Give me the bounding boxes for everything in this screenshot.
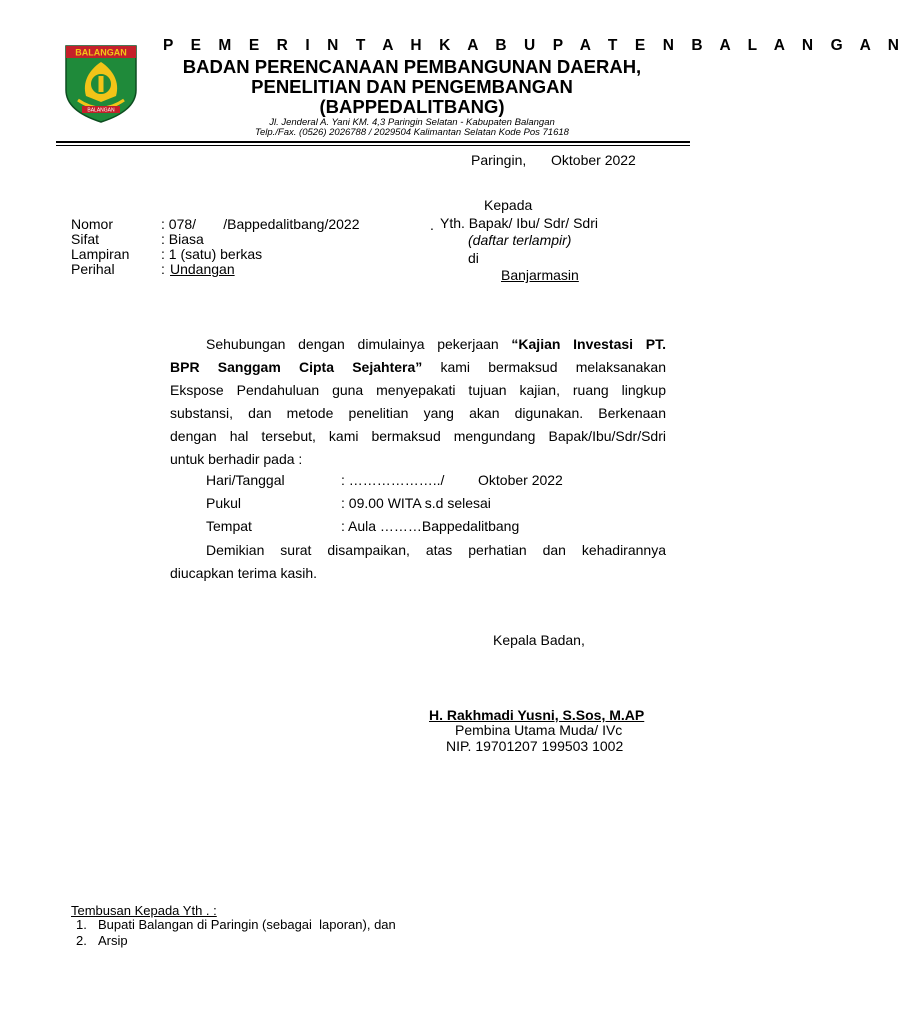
signature-name: H. Rakhmadi Yusni, S.Sos, M.AP bbox=[429, 707, 645, 723]
lampiran-label: Lampiran bbox=[71, 246, 130, 262]
project-title-part-1: “Kajian Investasi PT. bbox=[511, 336, 666, 352]
body-text: Sehubungan dengan dimulainya pekerjaan bbox=[206, 336, 512, 352]
closing-line: Demikian surat disampaikan, atas perhatian dan kehadirannya bbox=[206, 542, 666, 558]
detail-label-date: Hari/Tanggal bbox=[206, 472, 285, 488]
letterhead-agency-acronym: (BAPPEDALITBANG) bbox=[319, 96, 505, 117]
logo-ribbon-text: BALANGAN bbox=[87, 107, 115, 114]
date-value: Oktober 2022 bbox=[551, 152, 636, 168]
project-title-part-2: BPR Sanggam Cipta Sejahtera” bbox=[170, 359, 423, 375]
detail-label-place: Tempat bbox=[206, 518, 252, 534]
detail-value-date: : ………………../ bbox=[341, 472, 445, 488]
cc-item-text: Arsip bbox=[98, 933, 128, 948]
detail-value-place: : Aula ………Bappedalitbang bbox=[341, 518, 520, 534]
signature-rank: Pembina Utama Muda/ IVc bbox=[455, 722, 623, 738]
detail-value-month: Oktober 2022 bbox=[478, 472, 563, 488]
sifat-label: Sifat bbox=[71, 231, 100, 247]
body-paragraph-2 bbox=[170, 539, 666, 585]
recipient-list-note: (daftar terlampir) bbox=[468, 232, 572, 248]
detail-label-time: Pukul bbox=[206, 495, 242, 511]
cc-item-number: 2. bbox=[76, 933, 87, 948]
letterhead-address: Jl. Jenderal A. Yani KM. 4,3 Paringin Selatan - Kabupaten Balangan bbox=[269, 117, 555, 128]
recipient-di: di bbox=[468, 250, 479, 266]
recipient-yth: Yth. Bapak/ Ibu/ Sdr/ Sdri bbox=[440, 215, 598, 231]
logo-banner-text: BALANGAN bbox=[75, 47, 127, 58]
cc-item-text: Bupati Balangan di Paringin (sebagai laporan), dan bbox=[98, 917, 396, 932]
closing-line: diucapkan terima kasih. bbox=[170, 565, 318, 581]
detail-value-time: : 09.00 WITA s.d selesai bbox=[341, 495, 491, 511]
cc-heading: Tembusan Kepada Yth . : bbox=[71, 903, 217, 918]
letterhead-contact: Telp./Fax. (0526) 2026788 / 2029504 Kalimantan Selatan Kode Pos 71618 bbox=[255, 127, 569, 138]
body-line bbox=[170, 356, 666, 379]
perihal-colon: : bbox=[161, 261, 169, 277]
letterhead-agency-line-2: PENELITIAN DAN PENGEMBANGAN bbox=[251, 76, 573, 97]
recipient-kepada: Kepada bbox=[484, 197, 533, 213]
letterhead-divider-thick bbox=[56, 141, 690, 143]
signature-nip: NIP. 19701207 199503 1002 bbox=[446, 738, 624, 754]
date-place: Paringin, bbox=[471, 152, 527, 168]
letterhead-agency-line-1: BADAN PERENCANAAN PEMBANGUNAN DAERAH, bbox=[182, 56, 642, 77]
body-line bbox=[170, 333, 666, 356]
cc-item-number: 1. bbox=[76, 917, 87, 932]
balangan-regency-logo bbox=[62, 40, 140, 124]
body-paragraph-1 bbox=[170, 333, 666, 471]
recipient-dot: . bbox=[430, 217, 434, 233]
body-line: Ekspose Pendahuluan guna menyepakati tujuan kajian, ruang lingkup bbox=[170, 382, 666, 398]
body-line: untuk berhadir pada : bbox=[170, 451, 303, 467]
letterhead-divider-thin bbox=[56, 145, 690, 146]
recipient-city: Banjarmasin bbox=[501, 267, 579, 283]
letterhead-government-line: P E M E R I N T A H K A B U P A T E N B A L A N G A N bbox=[163, 37, 906, 54]
body-line: substansi, dan metode penelitian yang akan digunakan. Berkenaan bbox=[170, 405, 666, 421]
nomor-label: Nomor bbox=[71, 216, 114, 232]
body-line: dengan hal tersebut, kami bermaksud mengundang Bapak/Ibu/Sdr/Sdri bbox=[170, 428, 666, 444]
lampiran-value: : 1 (satu) berkas bbox=[161, 246, 263, 262]
signature-title: Kepala Badan, bbox=[493, 632, 585, 648]
perihal-label: Perihal bbox=[71, 261, 115, 277]
perihal-value: Undangan bbox=[170, 261, 235, 277]
body-text: kami bermaksud melaksanakan bbox=[422, 359, 667, 375]
nomor-value: : 078/ /Bappedalitbang/2022 bbox=[161, 216, 360, 232]
sifat-value: : Biasa bbox=[161, 231, 204, 247]
